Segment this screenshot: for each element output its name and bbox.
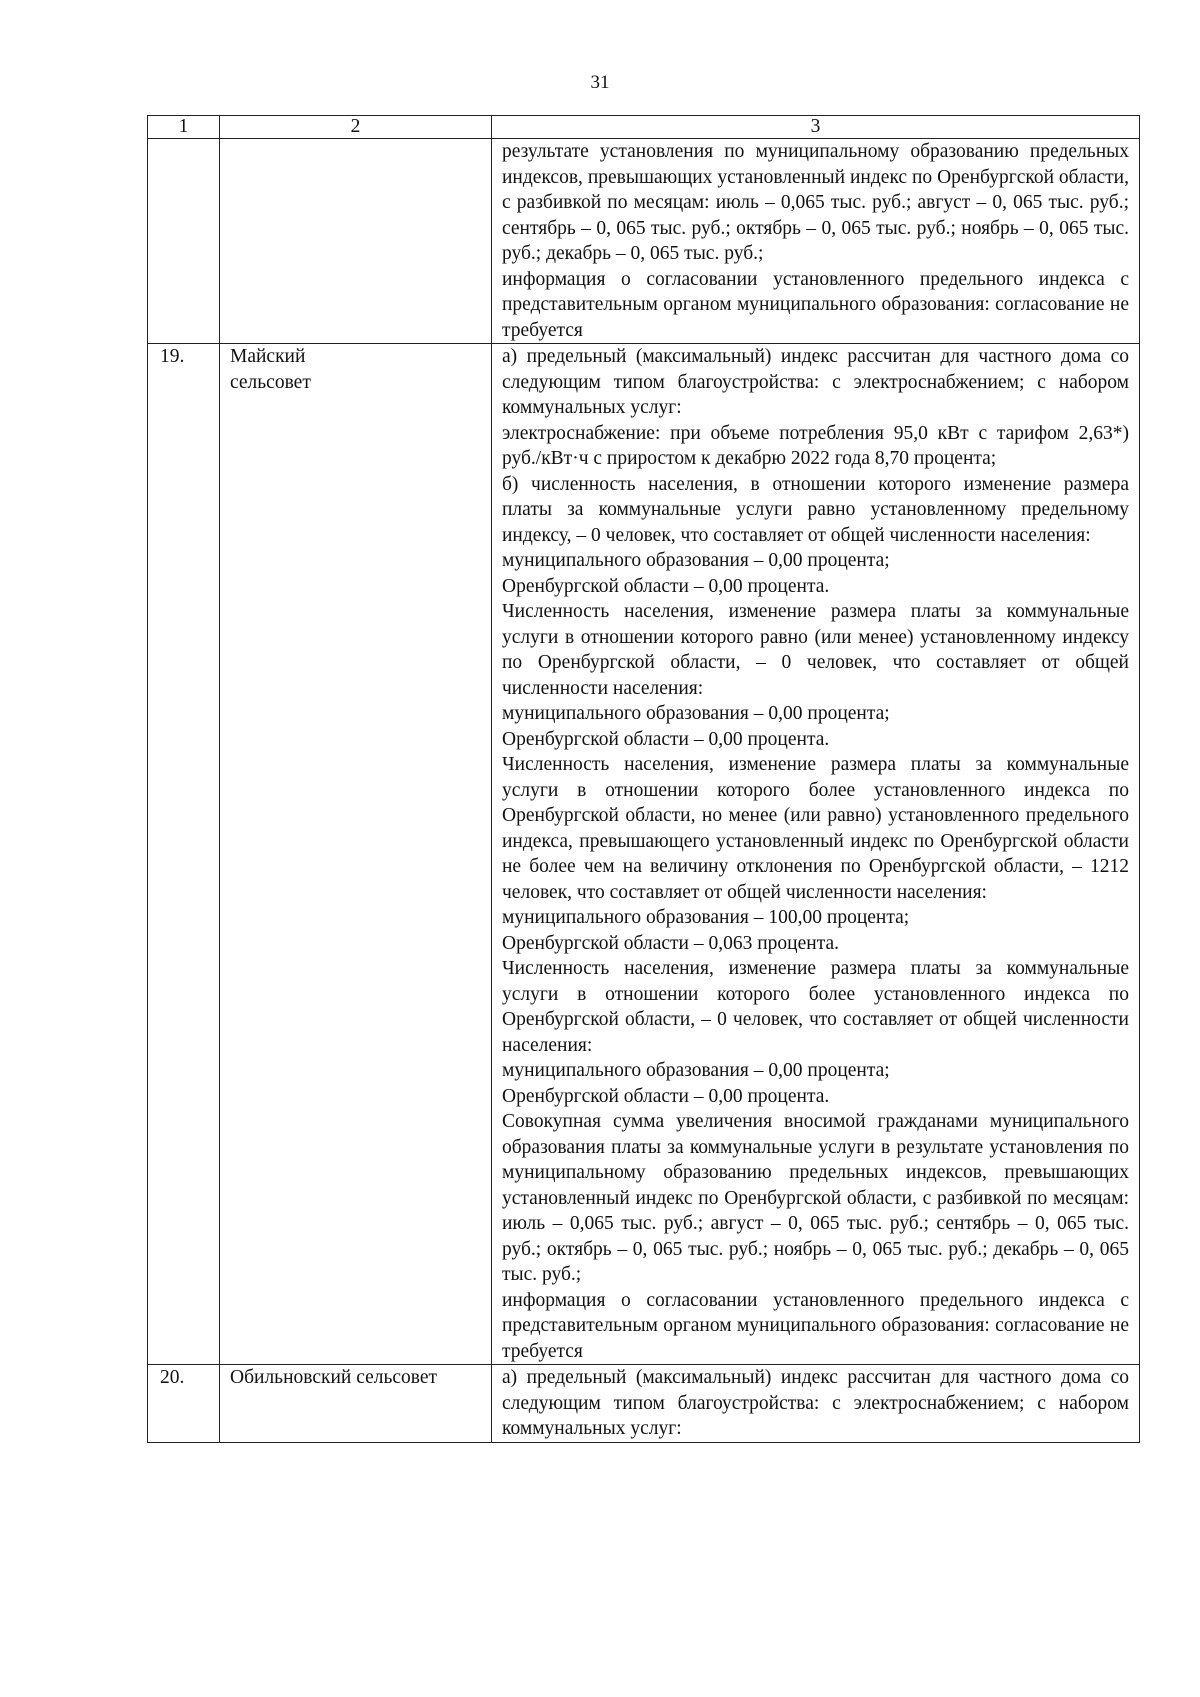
municipality-name: Майский	[230, 346, 306, 367]
header-col-2: 2	[220, 116, 492, 139]
details-paragraph: а) предельный (максимальный) индекс рассчитан для частного дома со следующим типом благоустройства: с электроснабжением; с набором коммунальных услуг:	[502, 1367, 1129, 1439]
table-row-continuation	[148, 139, 1140, 344]
details-paragraph: Оренбургской области – 0,00 процента.	[502, 728, 830, 750]
details-paragraph: Численность населения, изменение размера платы за коммунальные услуги в отношении которого равно (или менее) установленному индексу по Оренбургской области, – 0 человек, что составляет от общей численности населения:	[502, 601, 1129, 699]
table-header-row	[148, 116, 1140, 139]
details-paragraph: информация о согласовании установленного предельного индекса с представительным органом муниципального образования: согласование не требуется	[502, 1289, 1129, 1362]
municipal-index-table	[147, 115, 1140, 1443]
header-col-3: 3	[492, 116, 1140, 139]
row-number-cell	[148, 139, 220, 344]
details-paragraph: Оренбургской области – 0,00 процента.	[502, 1085, 830, 1107]
details-cell	[492, 1365, 1140, 1443]
municipality-cell	[220, 139, 492, 344]
details-paragraph: Численность населения, изменение размера платы за коммунальные услуги в отношении которого более установленного индекса по Оренбургской области, – 0 человек, что составляет от общей численности населения:	[502, 958, 1129, 1056]
municipality-type: сельсовет	[230, 371, 311, 393]
row-number-cell: 19.	[148, 344, 220, 1365]
details-paragraph: Оренбургской области – 0,00 процента.	[502, 575, 830, 597]
details-cell	[492, 139, 1140, 344]
details-paragraph: результате установления по муниципальному образованию предельных индексов, превышающих установленный индекс по Оренбургской области, с разбивкой по месяцам: июль – 0,065 тыс. руб.; август – 0, 065 тыс. руб.; сентябрь – 0, 065 тыс. руб.; октябрь – 0, 065 тыс. руб.; ноябрь – 0, 065 тыс. руб.; декабрь – 0, 065 тыс. руб.;	[502, 141, 1129, 264]
details-paragraph: Совокупная сумма увеличения вносимой гражданами муниципального образования платы за коммунальные услуги в результате установления по муниципальному образованию предельных индексов, превышающих установленный индекс по Оренбургской области, с разбивкой по месяцам: июль – 0,065 тыс. руб.; август – 0, 065 тыс. руб.; сентябрь – 0, 065 тыс. руб.; октябрь – 0, 065 тыс. руб.; ноябрь – 0, 065 тыс. руб.; декабрь – 0, 065 тыс. руб.;	[502, 1111, 1129, 1285]
details-paragraph: Оренбургской области – 0,063 процента.	[502, 932, 839, 954]
row-number-cell: 20.	[148, 1365, 220, 1443]
details-paragraph: электроснабжение: при объеме потребления 95,0 кВт с тарифом 2,63*) руб./кВт·ч с приростом к декабрю 2022 года 8,70 процента;	[502, 422, 1129, 469]
details-paragraph: б) численность населения, в отношении которого изменение размера платы за коммунальные услуги равно установленному предельному индексу, – 0 человек, что составляет от общей численности населения:	[502, 473, 1129, 546]
details-cell	[492, 344, 1140, 1365]
page-number: 31	[590, 72, 610, 93]
table-row-19	[148, 344, 1140, 1365]
details-paragraph: муниципального образования – 0,00 процента;	[502, 703, 890, 724]
details-paragraph: муниципального образования – 100,00 процента;	[502, 907, 910, 928]
municipality-cell: Обильновский сельсовет	[220, 1365, 492, 1443]
details-paragraph: муниципального образования – 0,00 процента;	[502, 550, 890, 571]
details-paragraph: информация о согласовании установленного предельного индекса с представительным органом муниципального образования: согласование не требуется	[502, 268, 1129, 341]
municipality-cell	[220, 344, 492, 1365]
details-paragraph: муниципального образования – 0,00 процента;	[502, 1060, 890, 1081]
details-paragraph: а) предельный (максимальный) индекс рассчитан для частного дома со следующим типом благоустройства: с электроснабжением; с набором коммунальных услуг:	[502, 346, 1129, 418]
details-paragraph: Численность населения, изменение размера платы за коммунальные услуги в отношении которого более установленного индекса по Оренбургской области, но менее (или равно) установленного предельного индекса, превышающего установленный индекс по Оренбургской области не более чем на величину отклонения по Оренбургской области, – 1212 человек, что составляет от общей численности населения:	[502, 754, 1129, 903]
table-row-20	[148, 1365, 1140, 1443]
header-col-1: 1	[148, 116, 220, 139]
